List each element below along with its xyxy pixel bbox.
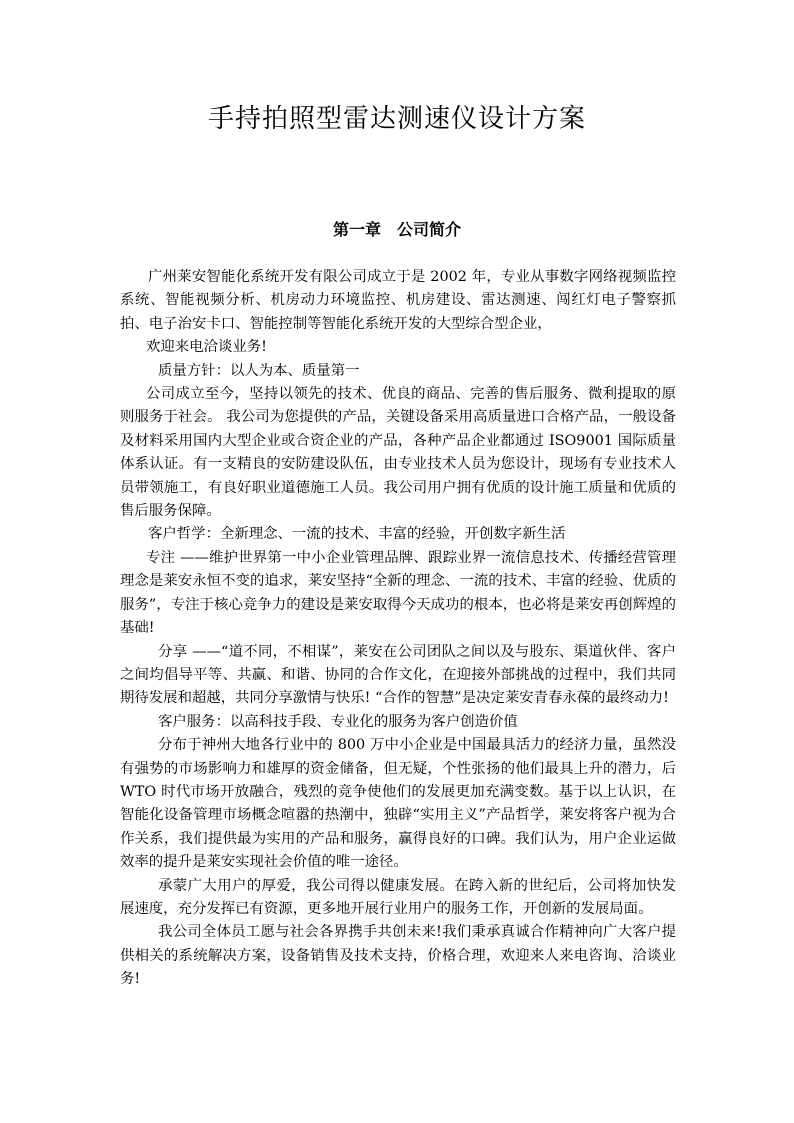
paragraph-welcome: 欢迎来电洽谈业务!	[146, 339, 267, 356]
paragraph-customer-service: 客户服务：以高科技手段、专业化的服务为客户创造价值	[158, 713, 518, 730]
chapter-heading: 第一章 公司简介	[332, 220, 461, 239]
paragraph-company-intro: 广州莱安智能化系统开发有限公司成立于是 2002 年，专业从事数字网络视频监控系统、智能视频分析、机房动力环境监控、机房建设、雷达测速、闯红灯电子警察抓拍、电子治安卡口、智能控制等智能化系统开发的大型综合型企业，	[120, 269, 676, 332]
paragraph-customer-philosophy: 客户哲学：全新理念、一流的技术、丰富的经验，开创数字新生活	[148, 526, 566, 543]
paragraph-closing: 我公司全体员工愿与社会各界携手共创未来!我们秉承真诚合作精神向广大客户提供相关的系统解决方案，设备销售及技术支持，价格合理，欢迎来人来电咨询、洽谈业务!	[120, 924, 676, 988]
paragraph-quality-policy: 质量方针：以人为本、质量第一	[158, 362, 360, 379]
document-title: 手持拍照型雷达测速仪设计方案	[207, 104, 586, 134]
paragraph-company-history: 公司成立至今，坚持以领先的技术、优良的商品、完善的售后服务、微利提取的原则服务于社会。 我公司为您提供的产品，关键设备采用高质量进口合格产品，一般设备及材料采用国内大型企业或合资企业的产品，各种产品企业都通过 ISO9001 国际质量体系认证。有一支精良的安防建设队伍，由专业技术人员为您设计，现场有专业技术人员带领施工，有良好职业道德施工人员。我公司用户拥有优质的设计施工质量和优质的售后服务保障。	[120, 386, 676, 520]
paragraph-development: 承蒙广大用户的厚爱，我公司得以健康发展。在跨入新的世纪后，公司将加快发展速度，充分发挥已有资源，更多地开展行业用户的服务工作，开创新的发展局面。	[120, 877, 676, 917]
paragraph-sharing: 分享 ——“道不同，不相谋”，莱安在公司团队之间以及与股东、渠道伙伴、客户之间均倡导平等、共赢、和谐、协同的合作文化，在迎接外部挑战的过程中，我们共同期待发展和超越，共同分享激情与快乐! “合作的智慧”是决定莱安青春永葆的最终动力!	[120, 643, 676, 707]
paragraph-smb-market: 分布于神州大地各行业中的 800 万中小企业是中国最具活力的经济力量，虽然没有强势的市场影响力和雄厚的资金储备，但无疑，个性张扬的他们最具上升的潜力，后 WTO 时代市场开放融合，残烈的竞争使他们的发展更加充满变数。基于以上认识，在智能化设备管理市场概念喧嚣的热潮中，独辟“实用主义”产品哲学，莱安将客户视为合作关系，我们提供最为实用的产品和服务，赢得良好的口碑。我们认为，用户企业运做效率的提升是莱安实现社会价值的唯一途径。	[120, 737, 676, 871]
paragraph-focus: 专注 ——维护世界第一中小企业管理品牌、跟踪业界一流信息技术、传播经营管理理念是莱安永恒不变的追求，莱安坚持“全新的理念、一流的技术、丰富的经验、优质的服务”，专注于核心竞争力的建设是莱安取得今天成功的根本，也必将是莱安再创辉煌的基础!	[120, 549, 676, 637]
document-body	[120, 266, 676, 992]
